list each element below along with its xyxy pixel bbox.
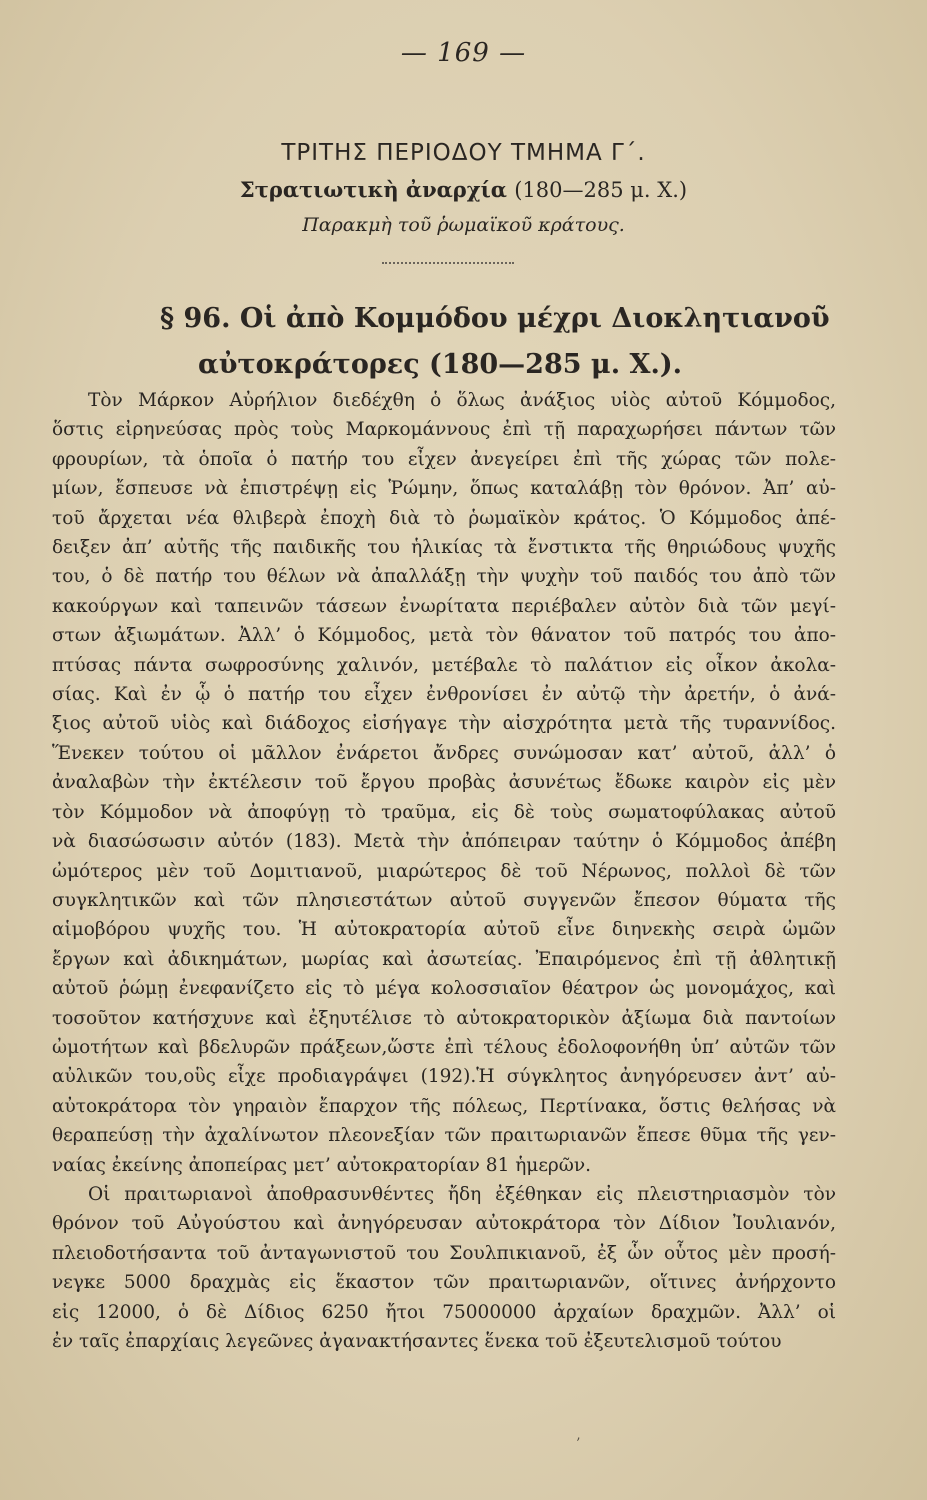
paragraph-1-line: Ἕνεκεν τούτου οἱ μᾶλλον ἐνάρετοι ἄνδρες συνώμοσαν κατ’ αὐτοῦ, ἀλλ’ ὁ — [52, 742, 836, 764]
section-title: ΤΡΙΤΗΣ ΠΕΡΙΟΔΟΥ ΤΜΗΜΑ Γ΄. — [281, 140, 646, 166]
paragraph-1-line: ξιος αὐτοῦ υἱὸς καὶ διάδοχος εἰσήγαγε τὴν αἰσχρότητα μετὰ τῆς τυραννίδος. — [52, 713, 836, 735]
paragraph-1-line: ναίας ἐκείνης ἀποπείρας μετ’ αὐτοκρατορίαν 81 ἡμερῶν. — [52, 1154, 591, 1176]
paragraph-1-line: αὐτοκράτορα τὸν γηραιὸν ἔπαρχον τῆς πόλεως, Περτίνακα, ὅστις θελήσας νὰ — [52, 1095, 836, 1117]
subtitle-years: (180—285 μ. Χ.) — [514, 178, 688, 202]
heading-line-2: αὐτοκράτορες (180—285 μ. Χ.). — [198, 349, 683, 380]
page-number: — 169 — — [400, 38, 527, 68]
paragraph-1-line: τοσοῦτον κατήσχυνε καὶ ἐξηυτέλισε τὸ αὐτοκρατορικὸν ἀξίωμα διὰ παντοίων — [52, 1007, 836, 1029]
footer-mark: ’ — [576, 1436, 581, 1452]
paragraph-1-line: δειξεν ἀπ’ αὐτῆς τῆς παιδικῆς του ἡλικίας τὰ ἔνστικτα τῆς θηριώδους ψυχῆς — [52, 537, 836, 559]
paragraph-1-line: ὅστις εἰρηνεύσας πρὸς τοὺς Μαρκομάννους ἐπὶ τῇ παραχωρήσει πάντων τῶν — [52, 419, 836, 441]
paragraph-2-line: ἐν ταῖς ἐπαρχίαις λεγεῶνες ἀγανακτήσαντες ἕνεκα τοῦ ἐξευτελισμοῦ τούτου — [52, 1331, 782, 1352]
paragraph-1-line: ἀναλαβὼν τὴν ἐκτέλεσιν τοῦ ἔργου προβὰς ἀσυνέτως ἔδωκε καιρὸν εἰς μὲν — [52, 772, 836, 794]
paragraph-1-line: νὰ διασώσωσιν αὐτόν (183). Μετὰ τὴν ἀπόπειραν ταύτην ὁ Κόμμοδος ἀπέβη — [52, 831, 836, 853]
dotted-divider — [382, 262, 514, 264]
paragraph-2-line: θρόνον τοῦ Αὐγούστου καὶ ἀνηγόρευσαν αὐτοκράτορα τὸν Δίδιον Ἰουλιανόν, — [52, 1213, 836, 1235]
paragraph-2-line: εἰς 12000, ὁ δὲ Δίδιος 6250 ἤτοι 75000000 ἀρχαίων δραχμῶν. Ἀλλ’ οἱ — [52, 1301, 836, 1323]
paragraph-1-line: ἔργων καὶ ἀδικημάτων, μωρίας καὶ ἀσωτείας. Ἐπαιρόμενος ἐπὶ τῇ ἀθλητικῇ — [52, 948, 836, 970]
paragraph-1-line: πτύσας πάντα σωφροσύνης χαλινόν, μετέβαλε τὸ παλάτιον εἰς οἶκον ἀκολα- — [52, 654, 836, 676]
paragraph-2-line: νεγκε 5000 δραχμὰς εἰς ἕκαστον τῶν πραιτωριανῶν, οἵτινες ἀνήρχοντο — [52, 1272, 836, 1294]
paragraph-1-line: στων ἀξιωμάτων. Ἀλλ’ ὁ Κόμμοδος, μετὰ τὸν θάνατον τοῦ πατρός του ἀπο- — [52, 625, 836, 647]
paragraph-1-line: του, ὁ δὲ πατήρ του θέλων νὰ ἀπαλλάξῃ τὴν ψυχὴν τοῦ παιδός του ἀπὸ τῶν — [52, 566, 836, 588]
heading-line-1: § 96. Οἱ ἀπὸ Κομμόδου μέχρι Διοκλητιανοῦ — [160, 303, 830, 334]
paragraph-1-line: σίας. Καὶ ἐν ᾧ ὁ πατήρ του εἶχεν ἐνθρονίσει ἐν αὐτῷ τὴν ἀρετήν, ὁ ἀνά- — [52, 684, 836, 706]
paragraph-1-line: τὸν Κόμμοδον νὰ ἀποφύγῃ τὸ τραῦμα, εἰς δὲ τοὺς σωματοφύλακας αὐτοῦ — [52, 801, 836, 823]
body-text — [52, 386, 836, 1356]
chapter-heading — [160, 296, 860, 388]
paragraph-1-line: κακούργων καὶ ταπεινῶν τάσεων ἐνωρίτατα περιέβαλεν αὐτὸν διὰ τῶν μεγί- — [52, 595, 836, 617]
paragraph-1-line: φρουρίων, τὰ ὁποῖα ὁ πατήρ του εἶχεν ἀνεγείρει ἐπὶ τῆς χώρας τῶν πολε- — [52, 448, 836, 470]
paragraph-1-line: θεραπεύσῃ τὴν ἀχαλίνωτον πλεονεξίαν τῶν πραιτωριανῶν ἔπεσε θῦμα τῆς γεν- — [52, 1125, 836, 1147]
paragraph-2-line: πλειοδοτήσαντα τοῦ ἀνταγωνιστοῦ του Σουλπικιανοῦ, ἐξ ὧν οὗτος μὲν προσή- — [52, 1242, 836, 1264]
subtitle — [0, 177, 927, 202]
paragraph-1-line: ὠμοτήτων καὶ βδελυρῶν πράξεων,ὥστε ἐπὶ τέλους ἐδολοφονήθη ὑπ’ αὐτῶν τῶν — [52, 1036, 836, 1058]
paragraph-1-line: αὐτοῦ ῥώμῃ ἐνεφανίζετο εἰς τὸ μέγα κολοσσιαῖον θέατρον ὡς μονομάχος, καὶ — [52, 978, 836, 1000]
paragraph-2-line: Οἱ πραιτωριανοὶ ἀποθρασυνθέντες ἤδη ἐξέθηκαν εἰς πλειστηριασμὸν τὸν — [88, 1183, 836, 1205]
paragraph-1-line: ὠμότερος μὲν τοῦ Δομιτιανοῦ, μιαρώτερος δὲ τοῦ Νέρωνος, πολλοὶ δὲ τῶν — [52, 860, 836, 882]
paragraph-1-line: αὐλικῶν του,οὓς εἶχε προδιαγράψει (192).Ἡ σύγκλητος ἀνηγόρευσεν ἀντ’ αὐ- — [52, 1066, 836, 1088]
subtitle-main: Στρατιωτικὴ ἀναρχία — [239, 177, 507, 202]
paragraph-1-line: συγκλητικῶν καὶ τῶν πλησιεστάτων αὐτοῦ συγγενῶν ἔπεσον θύματα τῆς — [52, 889, 836, 911]
paragraph-1-line: τοῦ ἄρχεται νέα θλιβερὰ ἐποχὴ διὰ τὸ ῥωμαϊκὸν κράτος. Ὁ Κόμμοδος ἀπέ- — [52, 507, 836, 529]
paragraph-1-line: Τὸν Μάρκον Αὐρήλιον διεδέχθη ὁ ὅλως ἀνάξιος υἱὸς αὐτοῦ Κόμμοδος, — [88, 390, 836, 411]
paragraph-1-line: μίων, ἔσπευσε νὰ ἐπιστρέψῃ εἰς Ῥώμην, ὅπως καταλάβῃ τὸν θρόνον. Ἀπ’ αὐ- — [52, 478, 836, 500]
paragraph-1-line: αἱμοβόρου ψυχῆς του. Ἡ αὐτοκρατορία αὐτοῦ εἶνε διηνεκὴς σειρὰ ὠμῶν — [52, 919, 836, 941]
subtitle-italic: Παρακμὴ τοῦ ῥωμαϊκοῦ κράτους. — [302, 214, 625, 236]
